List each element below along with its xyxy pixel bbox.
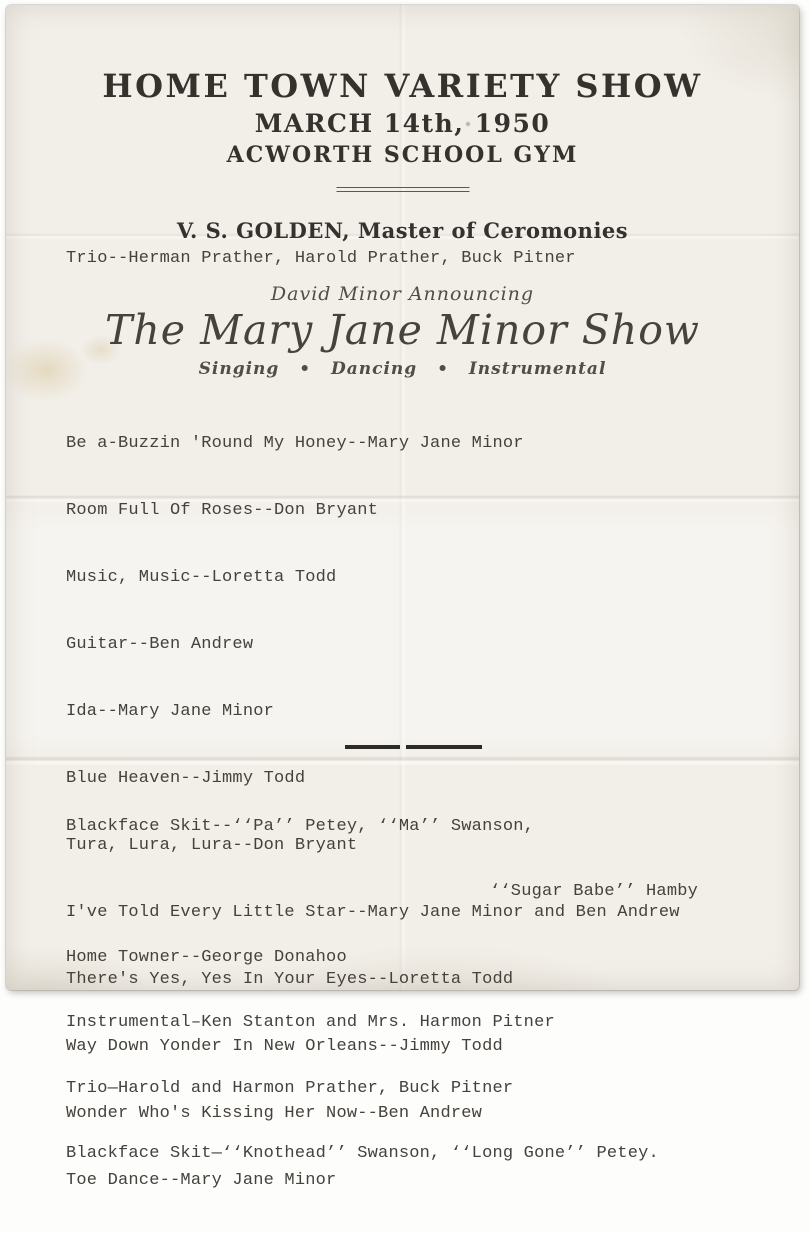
program-line: There's Yes, Yes In Your Eyes--Loretta Todd	[66, 970, 514, 989]
program-line: Blackface Skit--‘‘Pa’’ Petey, ‘‘Ma’’ Swanson,	[66, 817, 535, 836]
program-line: Home Towner--George Donahoo	[66, 947, 347, 967]
program-title: HOME TOWN VARIETY SHOW	[102, 67, 703, 105]
program-line: Music, Music--Loretta Todd	[66, 568, 337, 587]
announcing-line: David Minor Announcing	[270, 283, 535, 305]
program-line: Wonder Who's Kissing Her Now--Ben Andrew	[66, 1104, 483, 1123]
program-line: Be a-Buzzin 'Round My Honey--Mary Jane Minor	[66, 434, 524, 453]
program-line: Guitar--Ben Andrew	[66, 635, 254, 654]
program-line: Trio—Harold and Harmon Prather, Buck Pitner	[66, 1078, 514, 1098]
finale-list	[66, 775, 698, 1205]
program-line: I've Told Every Little Star--Mary Jane Minor and Ben Andrew	[66, 903, 680, 922]
program-paper	[6, 5, 799, 1190]
program-line-continuation: ‘‘Sugar Babe’’ Hamby	[490, 882, 699, 902]
divider-segment	[345, 745, 400, 749]
program-line: Tura, Lura, Lura--Don Bryant	[66, 836, 358, 855]
program-line: Room Full Of Roses--Don Bryant	[66, 501, 379, 520]
program-line: Ida--Mary Jane Minor	[66, 702, 275, 721]
program-line: Instrumental–Ken Stanton and Mrs. Harmon Pitner	[66, 1013, 555, 1033]
program-line: Toe Dance--Mary Jane Minor	[66, 1171, 337, 1190]
emcee-line: V. S. GOLDEN, Master of Ceromonies	[176, 218, 629, 243]
divider-segment	[406, 745, 482, 749]
program-line: Way Down Yonder In New Orleans--Jimmy Todd	[66, 1037, 503, 1056]
show-subtitle: Singing • Dancing • Instrumental	[198, 359, 607, 379]
show-title: The Mary Jane Minor Show	[105, 306, 700, 354]
double-rule-divider	[336, 187, 469, 192]
section-divider	[345, 745, 485, 749]
program-date: MARCH 14th, 1950	[254, 109, 551, 138]
program-venue: ACWORTH SCHOOL GYM	[226, 142, 579, 168]
program-line: Blue Heaven--Jimmy Todd	[66, 769, 306, 788]
program-line: Blackface Skit—‘‘Knothead’’ Swanson, ‘‘Long Gone’’ Petey.	[66, 1143, 659, 1163]
opening-trio-line: Trio--Herman Prather, Harold Prather, Buck Pitner	[66, 249, 576, 268]
